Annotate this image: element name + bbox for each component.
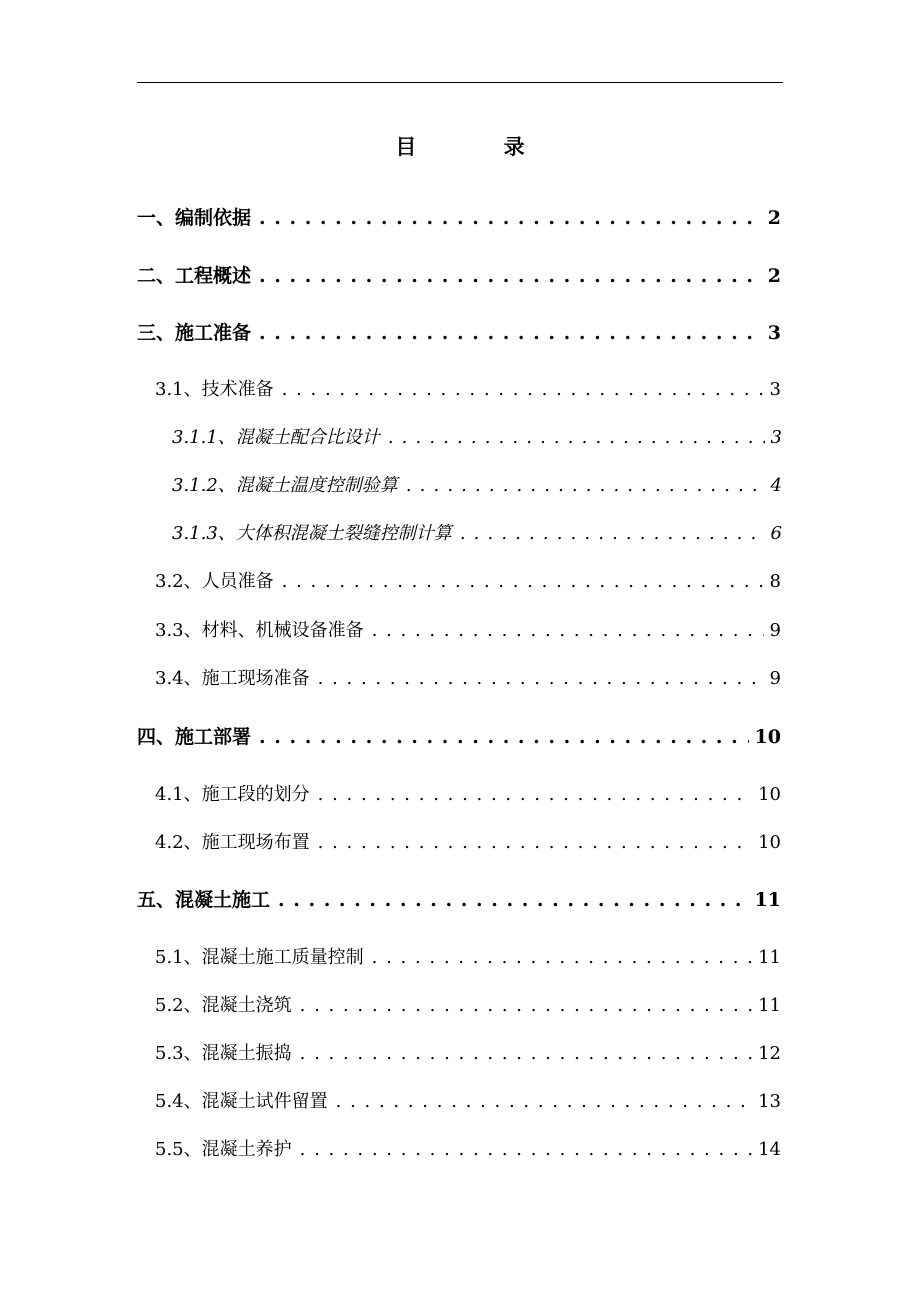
toc-entry-label: 3.1、技术准备 [155,379,274,400]
toc-entry-page: 3 [769,379,781,400]
toc-entry[interactable] [155,780,781,810]
dot-leader [318,828,752,858]
toc-entry-label: 5.4、混凝土试件留置 [155,1091,328,1112]
toc-entry-label: 四、施工部署 [137,726,252,748]
dot-leader [282,375,764,405]
toc-entry-page: 12 [758,1043,781,1064]
toc-entry-page: 2 [767,265,781,287]
toc-entry[interactable] [155,1039,781,1069]
toc-entry-label: 二、工程概述 [137,265,252,287]
dot-leader [259,261,762,291]
toc-entry[interactable] [172,423,782,453]
toc-entry-label: 3.3、材料、机械设备准备 [155,620,364,641]
toc-entry[interactable] [155,567,781,597]
toc-entry-label: 3.1.3、大体积混凝土裂缝控制计算 [172,523,452,544]
toc-entry[interactable] [155,375,781,405]
toc-entry-label: 5.3、混凝土振捣 [155,1043,292,1064]
toc-entry[interactable] [155,664,781,694]
toc-entry[interactable] [155,616,781,646]
toc-entry-label: 3.4、施工现场准备 [155,668,310,689]
toc-entry-label: 三、施工准备 [137,322,252,344]
toc-entry[interactable] [155,1087,781,1117]
toc-entry-page: 11 [754,889,781,911]
toc-entry-label: 3.1.2、混凝土温度控制验算 [172,475,398,496]
dot-leader [318,664,764,694]
dot-leader [259,318,762,348]
dot-leader [300,991,752,1021]
dot-leader [300,1135,752,1165]
toc-entry-label: 4.2、施工现场布置 [155,832,310,853]
toc-entry-page: 11 [758,995,781,1016]
toc-entry-label: 5.1、混凝土施工质量控制 [155,947,364,968]
toc-entry[interactable] [137,203,781,233]
toc-entry[interactable] [137,885,781,915]
dot-leader [388,423,765,453]
toc-entry-label: 5.2、混凝土浇筑 [155,995,292,1016]
toc-entry-page: 11 [758,947,781,968]
toc-entry-page: 10 [758,784,781,805]
toc-entry-label: 五、混凝土施工 [137,889,271,911]
toc-entry-page: 3 [767,322,781,344]
toc-entry-label: 3.1.1、混凝土配合比设计 [172,427,380,448]
toc-entry-page: 3 [770,427,782,448]
toc-entry-label: 一、编制依据 [137,207,252,229]
dot-leader [259,722,749,752]
dot-leader [406,471,765,501]
toc-entry-label: 5.5、混凝土养护 [155,1139,292,1160]
dot-leader [300,1039,752,1069]
toc-entry-page: 2 [767,207,781,229]
dot-leader [460,519,765,549]
toc-entry-page: 6 [770,523,782,544]
toc-entry[interactable] [155,991,781,1021]
toc-entry[interactable] [137,261,781,291]
toc-entry[interactable] [172,519,782,549]
dot-leader [318,780,752,810]
dot-leader [278,885,749,915]
toc-entry-page: 9 [769,668,781,689]
dot-leader [259,203,762,233]
header-rule [137,82,783,83]
toc-entry-page: 13 [758,1091,781,1112]
toc-entry[interactable] [137,318,781,348]
toc-entry-page: 14 [758,1139,781,1160]
toc-entry[interactable] [155,1135,781,1165]
toc-entry[interactable] [155,943,781,973]
dot-leader [372,943,752,973]
toc-title: 目 录 [395,134,565,159]
toc-entry[interactable] [172,471,782,501]
toc-entry-label: 4.1、施工段的划分 [155,784,310,805]
dot-leader [372,616,764,646]
toc-entry-page: 8 [769,571,781,592]
toc-entry-page: 9 [769,620,781,641]
dot-leader [336,1087,752,1117]
toc-entry[interactable] [137,722,781,752]
dot-leader [282,567,764,597]
toc-entry[interactable] [155,828,781,858]
toc-entry-page: 10 [754,726,781,748]
toc-entry-label: 3.2、人员准备 [155,571,274,592]
toc-entry-page: 4 [770,475,782,496]
toc-entry-page: 10 [758,832,781,853]
